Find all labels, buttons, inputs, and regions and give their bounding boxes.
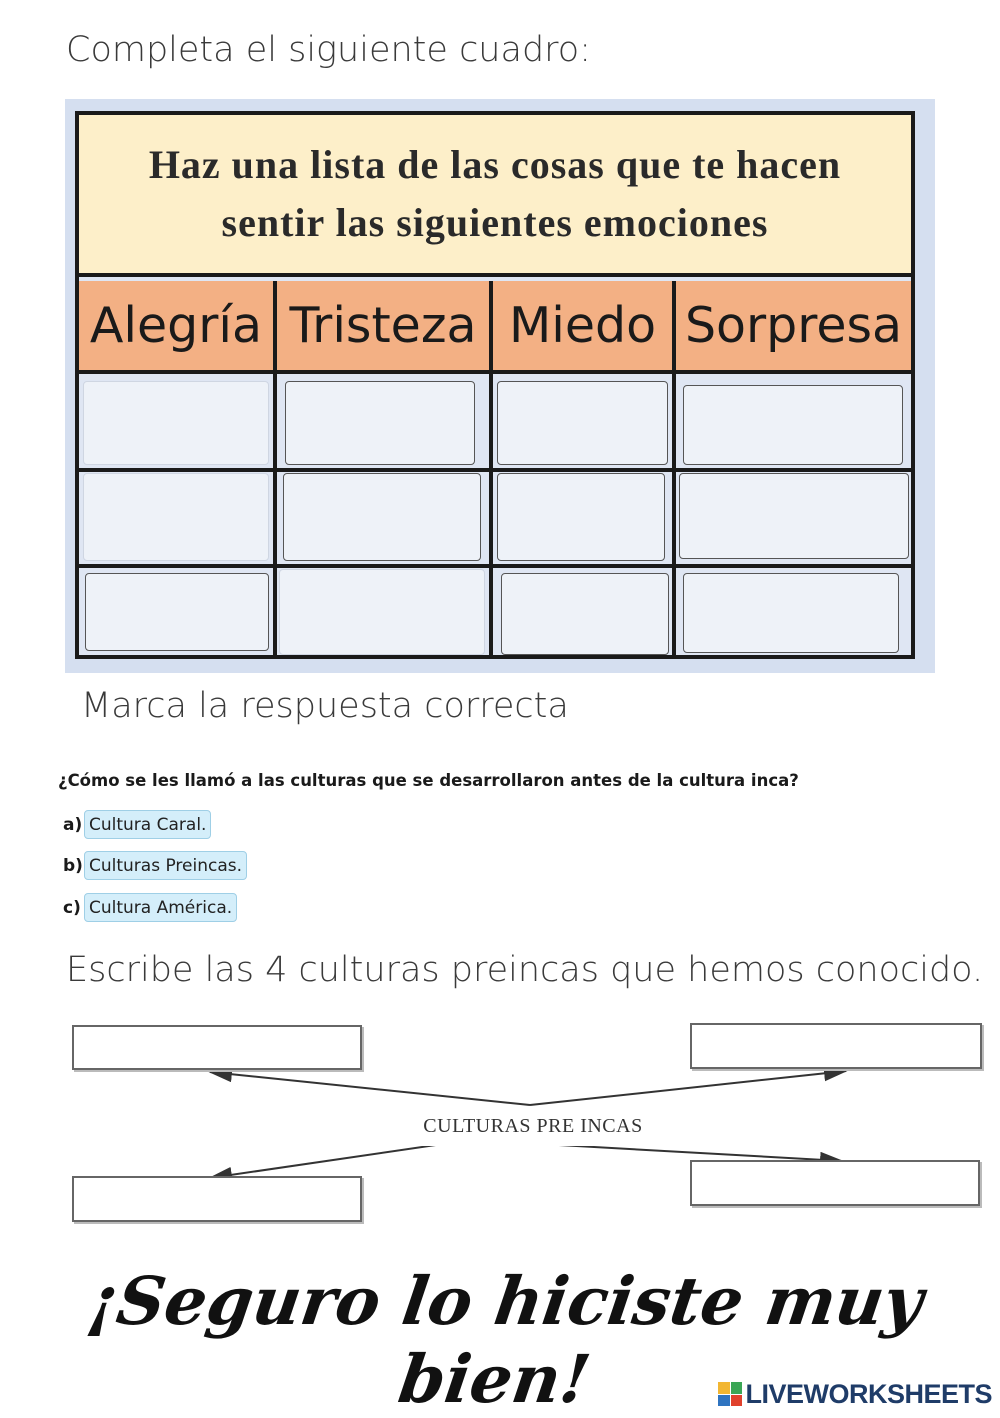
option-a-letter: a) bbox=[63, 815, 83, 835]
column-header-alegria: Alegría bbox=[79, 281, 273, 374]
column-header-sorpresa: Sorpresa bbox=[676, 281, 911, 374]
option-c-letter: c) bbox=[63, 898, 81, 918]
option-a-cultura-caral[interactable]: Cultura Caral. bbox=[84, 810, 211, 839]
table-title-line-1: Haz una lista de las cosas que te hacen bbox=[148, 142, 842, 187]
closing-message: ¡Seguro lo hiciste muy bien! bbox=[83, 1262, 928, 1418]
option-b-letter: b) bbox=[63, 856, 83, 876]
table-instruction: Completa el siguiente cuadro: bbox=[66, 30, 591, 70]
write-instruction: Escribe las 4 culturas preincas que hemos conocido. bbox=[66, 950, 984, 990]
liveworksheets-brand bbox=[718, 1380, 992, 1408]
diagram-center-label: CULTURAS PRE INCAS bbox=[388, 1106, 678, 1146]
arrow-top-left bbox=[210, 1072, 530, 1105]
mark-instruction: Marca la respuesta correcta bbox=[81, 686, 569, 726]
column-header-miedo: Miedo bbox=[493, 281, 672, 374]
culture-answer-box-bottom-right[interactable] bbox=[690, 1160, 980, 1206]
liveworksheets-logo-icon bbox=[718, 1382, 742, 1406]
table-title-line-2: sentir las siguientes emociones bbox=[221, 200, 769, 245]
quiz-question: ¿Cómo se les llamó a las culturas que se desarrollaron antes de la cultura inca? bbox=[58, 771, 799, 790]
culture-answer-box-top-left[interactable] bbox=[72, 1025, 362, 1070]
brand-name: LIVEWORKSHEETS bbox=[745, 1378, 992, 1409]
column-header-tristeza: Tristeza bbox=[277, 281, 489, 374]
option-b-culturas-preincas[interactable]: Culturas Preincas. bbox=[84, 851, 247, 880]
culture-answer-box-top-right[interactable] bbox=[690, 1023, 982, 1069]
arrow-top-right bbox=[530, 1071, 846, 1105]
culture-answer-box-bottom-left[interactable] bbox=[72, 1176, 362, 1222]
option-c-cultura-america[interactable]: Cultura América. bbox=[84, 893, 237, 922]
